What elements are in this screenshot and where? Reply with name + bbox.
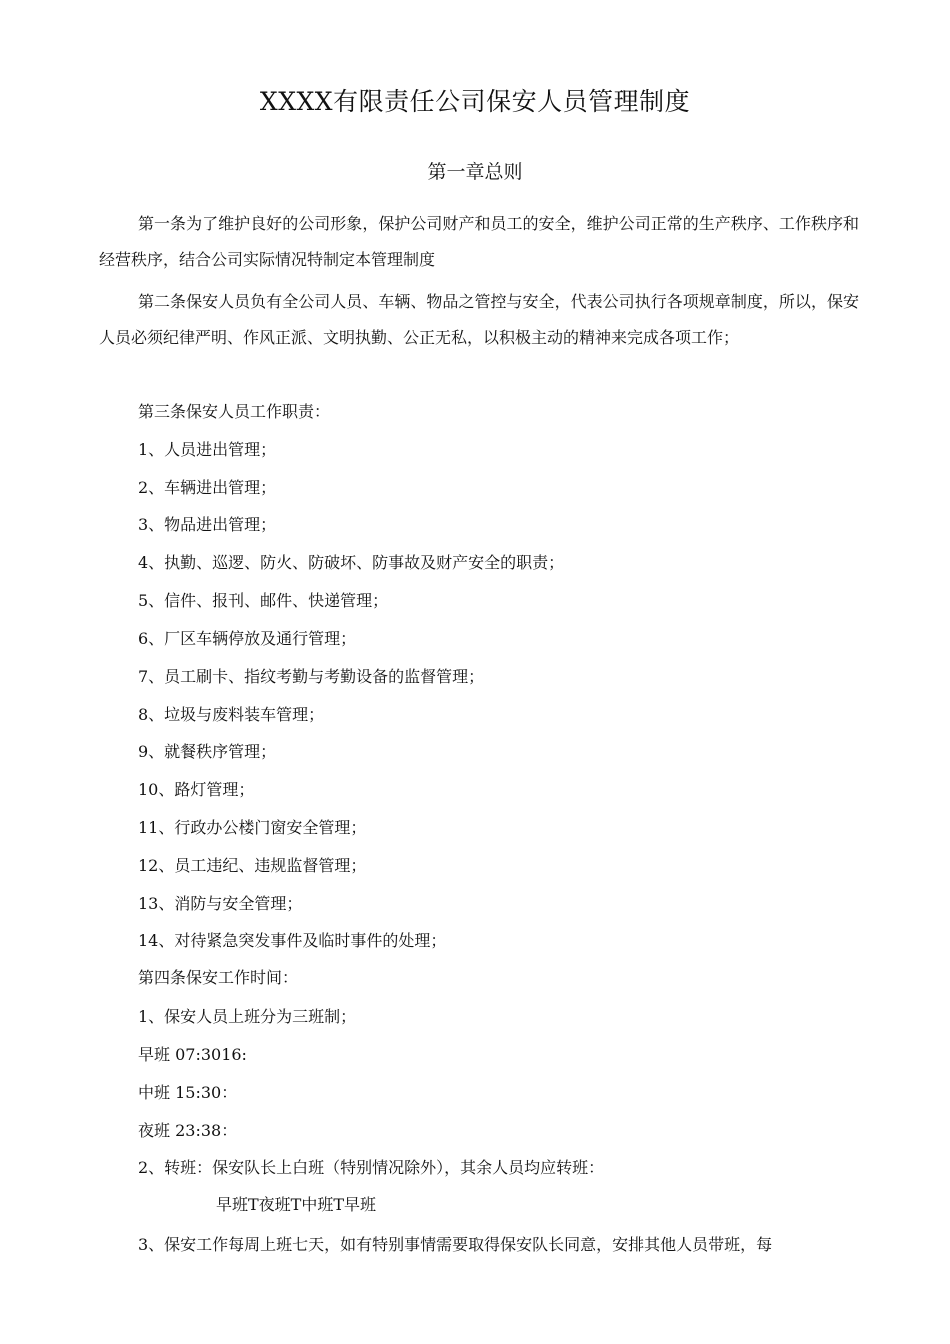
rotation-intro: 2、转班：保安队长上白班（特别情况除外），其余人员均应转班：: [138, 1158, 605, 1177]
article-3-heading: 第三条保安人员工作职责：: [138, 402, 331, 421]
duty-item: 6、厂区车辆停放及通行管理；: [138, 629, 357, 648]
item-3-paragraph: 3、保安工作每周上班七天，如有特别事情需要取得保安队长同意，安排其他人员带班，每: [138, 1235, 773, 1254]
document-title: XXXX有限责任公司保安人员管理制度: [259, 87, 691, 116]
shift-item: 夜班 23:38：: [138, 1121, 238, 1140]
shift-item: 中班 15:30：: [138, 1083, 238, 1102]
duty-item: 10、路灯管理；: [138, 780, 255, 799]
duty-item: 9、就餐秩序管理；: [138, 742, 277, 761]
duty-item: 11、行政办公楼门窗安全管理；: [138, 818, 367, 837]
article-4-heading: 第四条保安工作时间：: [138, 968, 299, 987]
duty-item: 2、车辆进出管理；: [138, 478, 277, 497]
duty-item: 5、信件、报刊、邮件、快递管理；: [138, 591, 389, 610]
duty-item: 1、人员进出管理；: [138, 440, 277, 459]
shift-intro: 1、保安人员上班分为三班制；: [138, 1007, 357, 1026]
duty-item: 4、执勤、巡逻、防火、防破坏、防事故及财产安全的职责；: [138, 553, 565, 572]
shift-item: 早班 07:3016:: [138, 1045, 247, 1064]
duty-item: 8、垃圾与废料装车管理；: [138, 705, 325, 724]
article-2-paragraph: 第二条保安人员负有全公司人员、车辆、物品之管控与安全，代表公司执行各项规章制度，所以，保安人员必须纪律严明、作风正派、文明执勤、公正无私，以积极主动的精神来完成各项工作；: [99, 292, 859, 347]
rotation-sequence: 早班T夜班T中班T早班: [216, 1195, 377, 1214]
duty-item: 12、员工违纪、违规监督管理；: [138, 856, 367, 875]
duty-item: 3、物品进出管理；: [138, 515, 277, 534]
duty-item: 14、对待紧急突发事件及临时事件的处理；: [138, 931, 447, 950]
duty-item: 7、员工刷卡、指纹考勤与考勤设备的监督管理；: [138, 667, 485, 686]
chapter-title: 第一章总则: [427, 161, 523, 183]
article-1-paragraph: 第一条为了维护良好的公司形象，保护公司财产和员工的安全，维护公司正常的生产秩序、工作秩序和经营秩序，结合公司实际情况特制定本管理制度: [99, 214, 859, 269]
duty-item: 13、消防与安全管理；: [138, 894, 303, 913]
